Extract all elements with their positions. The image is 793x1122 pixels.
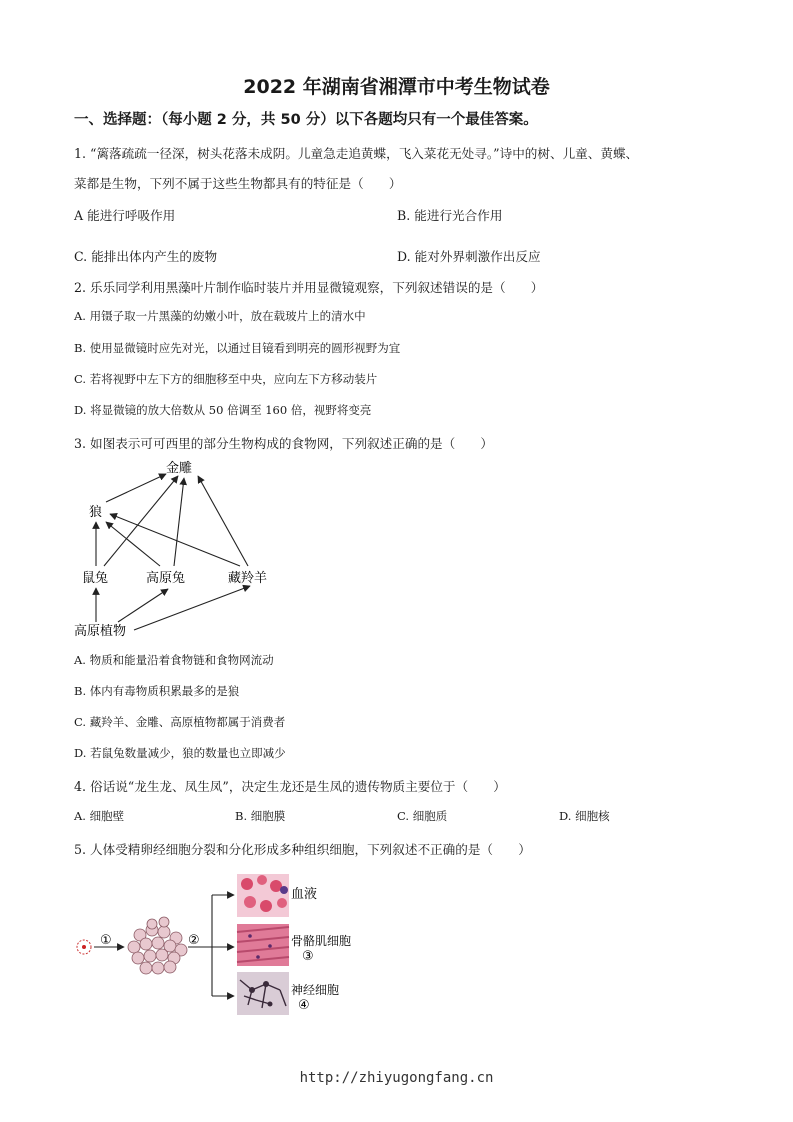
node-wolf: 狼 [89, 505, 103, 520]
q2-option-b: B. 使用显微镜时应先对光，以通过目镜看到明亮的圆形视野为宜 [74, 341, 401, 355]
node-pika: 鼠兔 [82, 571, 109, 586]
q3-stem: 3. 如图表示可可西里的部分生物构成的食物网，下列叙述正确的是（ ） [74, 436, 494, 451]
q4-option-d: D. 细胞核 [559, 809, 610, 823]
q2-option-d: D. 将显微镜的放大倍数从 50 倍调至 160 倍，视野将变亮 [74, 403, 372, 417]
q1-stem-line2: 菜都是生物，下列不属于这些生物都具有的特征是（ ） [74, 176, 402, 191]
arrow-hare-to-eagle [174, 478, 184, 566]
q4-option-c: C. 细胞质 [397, 809, 448, 823]
q2-stem: 2. 乐乐同学利用黑藻叶片制作临时装片并用显微镜观察，下列叙述错误的是（ ） [74, 280, 544, 295]
arrow-wolf-to-eagle [106, 474, 166, 502]
arrow-plant-to-antelope [134, 586, 250, 630]
page-title: 2022 年湖南省湘潭市中考生物试卷 [243, 76, 550, 98]
q1-option-d: D. 能对外界刺激作出反应 [397, 249, 541, 264]
skeletal-muscle-image [237, 924, 289, 966]
step-2-label: ② [188, 933, 200, 948]
step-1-label: ① [100, 933, 112, 948]
section-heading: 一、选择题：（每小题 2 分，共 50 分）以下各题均只有一个最佳答案。 [74, 112, 538, 128]
q2-option-c: C. 若将视野中左下方的细胞移至中央，应向左下方移动装片 [74, 372, 378, 386]
arrow-plant-to-hare [118, 589, 168, 622]
q3-option-d: D. 若鼠兔数量减少，狼的数量也立即减少 [74, 746, 286, 760]
q4-option-b: B. 细胞膜 [235, 809, 286, 823]
q1-option-b: B. 能进行光合作用 [397, 208, 503, 223]
node-eagle: 金雕 [166, 461, 193, 476]
q4-stem: 4. 俗话说“龙生龙、凤生凤”，决定生龙还是生凤的遗传物质主要位于（ ） [74, 779, 506, 794]
blood-tissue-image [237, 874, 289, 917]
q2-option-a: A. 用镊子取一片黑藻的幼嫩小叶，放在载玻片上的清水中 [74, 309, 366, 323]
q1-option-a: A 能进行呼吸作用 [74, 208, 176, 223]
node-plant: 高原植物 [74, 624, 127, 639]
node-hare: 高原兔 [146, 571, 186, 586]
muscle-number: ③ [302, 949, 314, 964]
q1-option-c: C. 能排出体内产生的废物 [74, 249, 218, 264]
q3-option-c: C. 藏羚羊、金雕、高原植物都属于消费者 [74, 715, 286, 729]
q3-option-a: A. 物质和能量沿着食物链和食物网流动 [74, 653, 274, 667]
muscle-label: 骨骼肌细胞 [291, 934, 352, 948]
q3-option-b: B. 体内有毒物质积累最多的是狼 [74, 684, 240, 698]
blood-label: 血液 [291, 887, 318, 902]
q4-option-a: A. 细胞壁 [74, 809, 125, 823]
q1-stem-line1: 1. “篱落疏疏一径深，树头花落未成阴。儿童急走追黄蝶，飞入菜花无处寻。”诗中的树、儿童、黄蝶、 [74, 146, 639, 161]
node-antelope: 藏羚羊 [228, 571, 268, 586]
arrow-hare-to-wolf [106, 522, 160, 566]
nerve-number: ④ [298, 998, 310, 1013]
arrow-pika-to-eagle [104, 476, 178, 566]
q5-stem: 5. 人体受精卵经细胞分裂和分化形成多种组织细胞，下列叙述不正确的是（ ） [74, 842, 531, 857]
nerve-cell-image [237, 972, 289, 1015]
cell-differentiation-diagram [77, 874, 351, 1015]
nerve-label: 神经细胞 [291, 983, 340, 997]
footer-url[interactable]: http://zhiyugongfang.cn [299, 1070, 494, 1086]
cell-cluster-icon [128, 917, 187, 974]
